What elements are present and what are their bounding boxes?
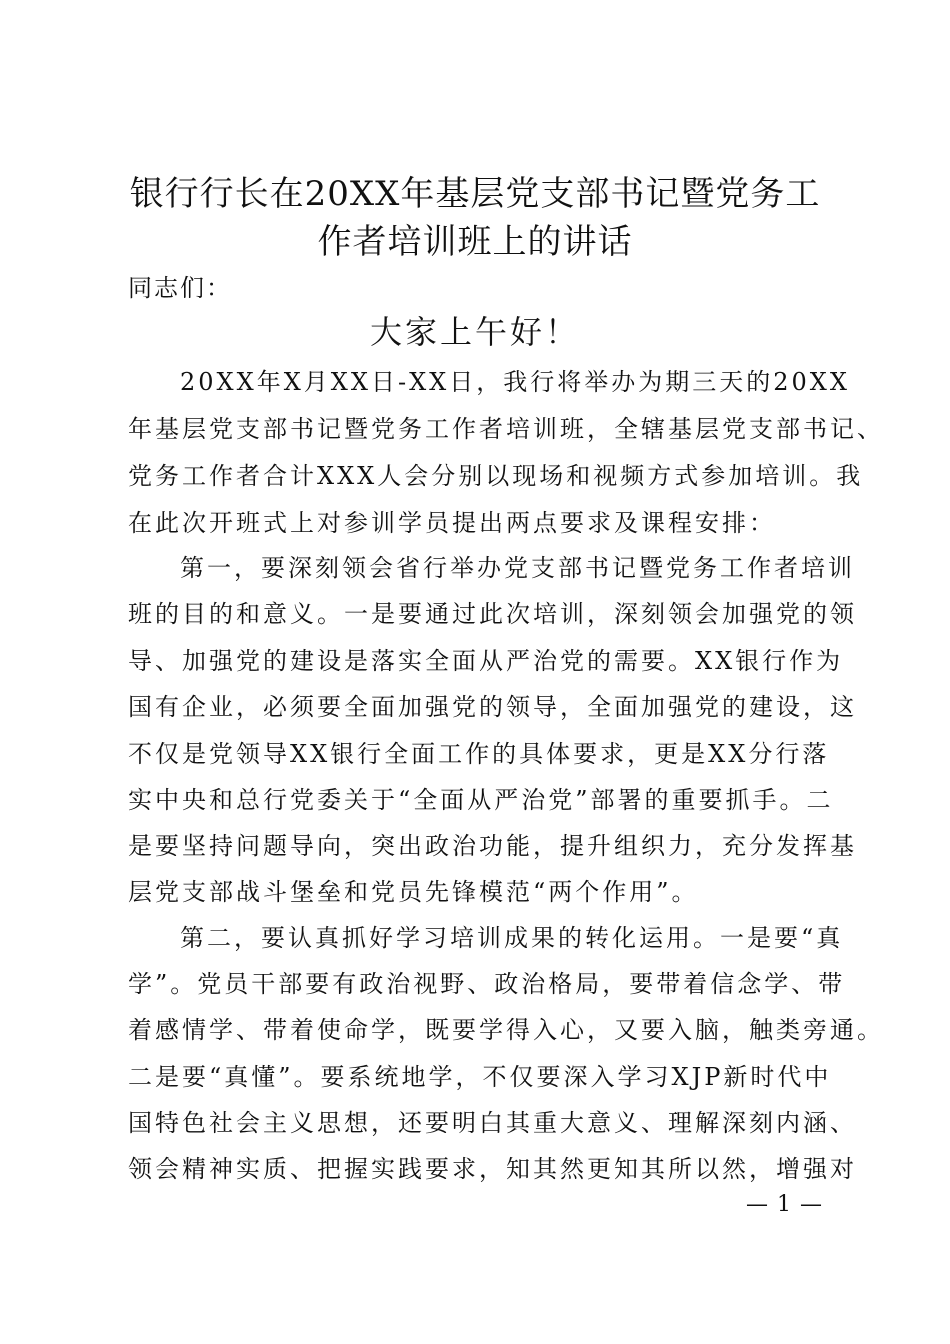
salutation: 同志们： bbox=[128, 274, 232, 302]
document-title-line-2: 作者培训班上的讲话 bbox=[317, 222, 633, 262]
body-line: 年基层党支部书记暨党务工作者培训班，全辖基层党支部书记、 bbox=[128, 415, 884, 443]
body-line: 党务工作者合计XXX人会分别以现场和视频方式参加培训。我 bbox=[128, 462, 864, 490]
body-line: 班的目的和意义。一是要通过此次培训，深刻领会加强党的领 bbox=[128, 600, 857, 628]
body-line: 导、加强党的建设是落实全面从严治党的需要。XX银行作为 bbox=[128, 647, 844, 675]
body-line: 学”。党员干部要有政治视野、政治格局，要带着信念学、带 bbox=[128, 970, 846, 998]
body-line: 国有企业，必须要全面加强党的领导，全面加强党的建设，这 bbox=[128, 693, 857, 721]
body-line: 第二，要认真抓好学习培训成果的转化运用。一是要“真 bbox=[180, 924, 844, 952]
body-line: 实中央和总行党委关于“全面从严治党”部署的重要抓手。二 bbox=[128, 786, 834, 814]
body-line: 国特色社会主义思想，还要明白其重大意义、理解深刻内涵、 bbox=[128, 1109, 857, 1137]
body-line: 不仅是党领导XX银行全面工作的具体要求，更是XX分行落 bbox=[128, 740, 830, 768]
body-line: 是要坚持问题导向，突出政治功能，提升组织力，充分发挥基 bbox=[128, 832, 857, 860]
body-line: 在此次开班式上对参训学员提出两点要求及课程安排： bbox=[128, 509, 776, 537]
body-line: 层党支部战斗堡垒和党员先锋模范“两个作用”。 bbox=[128, 878, 699, 906]
page-number: — 1 — bbox=[746, 1192, 823, 1217]
body-line: 二是要“真懂”。要系统地学，不仅要深入学习XJP新时代中 bbox=[128, 1063, 832, 1091]
body-line: 着感情学、带着使命学，既要学得入心，又要入脑，触类旁通。 bbox=[128, 1016, 884, 1044]
document-title-line-1: 银行行长在20XX年基层党支部书记暨党务工 bbox=[129, 174, 821, 214]
greeting: 大家上午好！ bbox=[369, 313, 580, 351]
body-line: 领会精神实质、把握实践要求，知其然更知其所以然，增强对 bbox=[128, 1155, 857, 1183]
body-line: 第一，要深刻领会省行举办党支部书记暨党务工作者培训 bbox=[180, 554, 855, 582]
body-line: 20XX年X月XX日-XX日，我行将举办为期三天的20XX bbox=[180, 368, 850, 396]
